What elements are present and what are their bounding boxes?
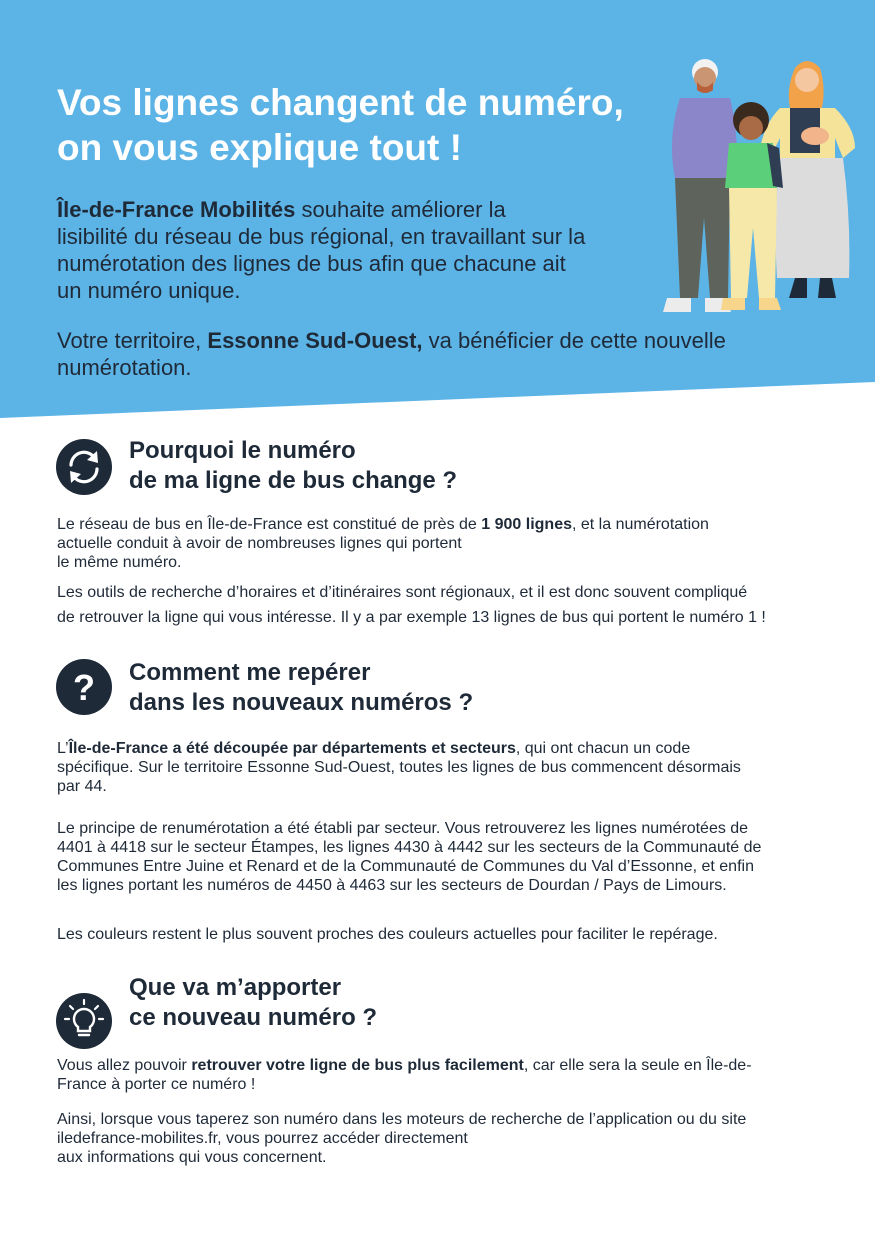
section2-p1-pre: L’ xyxy=(57,740,69,757)
refresh-arrows-icon xyxy=(56,439,112,495)
svg-text:?: ? xyxy=(73,667,95,708)
section3-title xyxy=(129,973,377,1033)
section1-paragraph2 xyxy=(57,580,847,630)
section2-p1-post: , qui ont chacun un code xyxy=(515,740,691,757)
territory-paragraph xyxy=(57,327,827,381)
territory-post: va bénéficier de cette nouvelle xyxy=(422,328,726,353)
question-mark-icon xyxy=(56,659,112,715)
section2-p2-line3: Communes Entre Juine et Renard et de la Communauté de Communes du Val d’Essonne, et enfin xyxy=(57,858,754,875)
section2-p2-line2: 4401 à 4418 sur le secteur Étampes, les lignes 4430 à 4442 sur les secteurs de la Communauté de xyxy=(57,839,762,856)
section3-p2-line3: aux informations qui vous concernent. xyxy=(57,1149,327,1166)
territory-name: Essonne Sud-Ouest, xyxy=(207,328,423,353)
travellers-illustration xyxy=(655,48,860,323)
section3-paragraph1 xyxy=(57,1056,847,1094)
departments-sectors: Île-de-France a été découpée par départements et secteurs xyxy=(68,740,516,757)
section2-p2-line4: les lignes portant les numéros de 4450 à 4463 sur les secteurs de Dourdan / Pays de Limours. xyxy=(57,877,727,894)
page-title-line2: on vous explique tout ! xyxy=(57,127,462,168)
section2-title-line1: Comment me repérer xyxy=(129,659,371,686)
section2-paragraph1 xyxy=(57,739,847,796)
lines-count: 1 900 lignes xyxy=(481,516,572,533)
section1-p2-line2: de retrouver la ligne qui vous intéresse. Il y a par exemple 13 lignes de bus qui portent le numéro 1 ! xyxy=(57,609,766,626)
page-title-line1: Vos lignes changent de numéro, xyxy=(57,82,624,123)
section2-title xyxy=(129,658,473,718)
section2-p2-line1: Le principe de renumérotation a été établi par secteur. Vous retrouverez les lignes numérotées de xyxy=(57,820,749,837)
section1-p1-post: , et la numérotation xyxy=(571,516,709,533)
section2-paragraph3: Les couleurs restent le plus souvent proches des couleurs actuelles pour faciliter le repérage. xyxy=(57,926,718,943)
section2-p1-line3: par 44. xyxy=(57,778,107,795)
lightbulb-icon xyxy=(56,993,112,1049)
section1-title xyxy=(129,436,457,496)
page-title xyxy=(57,80,677,170)
intro-text-3: numérotation des lignes de bus afin que chacune ait xyxy=(57,251,566,276)
section1-title-line1: Pourquoi le numéro xyxy=(129,437,356,464)
section3-p1-post: , car elle sera la seule en Île-de- xyxy=(523,1057,752,1074)
benefit-highlight: retrouver votre ligne de bus plus facilement xyxy=(191,1057,524,1074)
section1-p2-line1: Les outils de recherche d’horaires et d’itinéraires sont régionaux, et il est donc souvent compliqué xyxy=(57,584,748,601)
territory-pre: Votre territoire, xyxy=(57,328,208,353)
intro-text-1: souhaite améliorer la xyxy=(295,197,506,222)
section2-paragraph2 xyxy=(57,819,847,895)
intro-paragraph xyxy=(57,196,667,304)
section3-title-line2: ce nouveau numéro ? xyxy=(129,1004,378,1031)
section1-title-line2: de ma ligne de bus change ? xyxy=(129,467,458,494)
section3-p1-pre: Vous allez pouvoir xyxy=(57,1057,192,1074)
section3-title-line1: Que va m’apporter xyxy=(129,974,342,1001)
territory-line2: numérotation. xyxy=(57,355,192,380)
hero-banner xyxy=(0,0,875,420)
section3-paragraph2 xyxy=(57,1110,847,1167)
section1-p1-pre: Le réseau de bus en Île-de-France est constitué de près de xyxy=(57,516,482,533)
section3-p1-line2: France à porter ce numéro ! xyxy=(57,1076,256,1093)
section3-p2-line2: iledefrance-mobilites.fr, vous pourrez accéder directement xyxy=(57,1130,468,1147)
section1-paragraph1 xyxy=(57,515,847,572)
section1-p1-line3: le même numéro. xyxy=(57,554,182,571)
intro-text-4: un numéro unique. xyxy=(57,278,241,303)
organization-name: Île-de-France Mobilités xyxy=(57,197,296,222)
section1-p1-line2: actuelle conduit à avoir de nombreuses lignes qui portent xyxy=(57,535,462,552)
intro-text-2: lisibilité du réseau de bus régional, en travaillant sur la xyxy=(57,224,586,249)
section2-p1-line2: spécifique. Sur le territoire Essonne Sud-Ouest, toutes les lignes de bus commencent désormais xyxy=(57,759,741,776)
section3-p2-line1: Ainsi, lorsque vous taperez son numéro dans les moteurs de recherche de l’application ou du site xyxy=(57,1111,747,1128)
section2-title-line2: dans les nouveaux numéros ? xyxy=(129,689,474,716)
